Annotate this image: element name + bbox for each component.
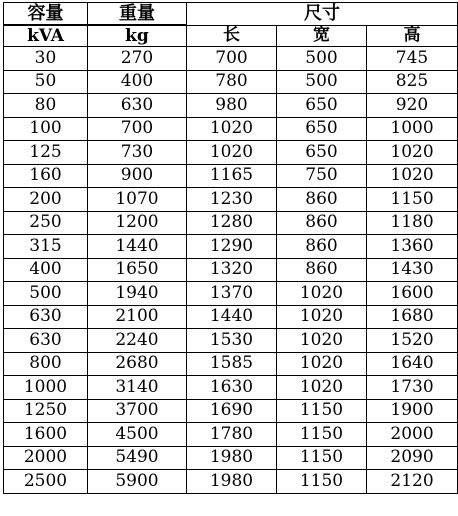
header-length: 长 bbox=[187, 25, 277, 47]
cell-length: 980 bbox=[187, 94, 277, 118]
cell-weight: 1200 bbox=[88, 211, 187, 235]
cell-weight: 730 bbox=[88, 141, 187, 165]
cell-height: 1600 bbox=[367, 282, 458, 306]
cell-length: 1320 bbox=[187, 258, 277, 282]
cell-height: 745 bbox=[367, 47, 458, 71]
cell-width: 1020 bbox=[277, 329, 367, 353]
header-weight-unit: kg bbox=[88, 25, 187, 47]
table-row bbox=[4, 352, 458, 376]
cell-capacity: 200 bbox=[4, 188, 88, 212]
table-row bbox=[4, 258, 458, 282]
cell-capacity: 80 bbox=[4, 94, 88, 118]
cell-weight: 2240 bbox=[88, 329, 187, 353]
cell-capacity: 1600 bbox=[4, 423, 88, 447]
table-row bbox=[4, 235, 458, 259]
cell-capacity: 500 bbox=[4, 282, 88, 306]
cell-length: 1165 bbox=[187, 164, 277, 188]
cell-capacity: 2000 bbox=[4, 446, 88, 470]
cell-length: 700 bbox=[187, 47, 277, 71]
cell-height: 2000 bbox=[367, 423, 458, 447]
cell-height: 1900 bbox=[367, 399, 458, 423]
table-row bbox=[4, 94, 458, 118]
table-row bbox=[4, 329, 458, 353]
cell-width: 1020 bbox=[277, 376, 367, 400]
header-capacity-unit: kVA bbox=[4, 25, 88, 47]
cell-length: 1370 bbox=[187, 282, 277, 306]
cell-width: 860 bbox=[277, 188, 367, 212]
cell-capacity: 315 bbox=[4, 235, 88, 259]
cell-length: 1440 bbox=[187, 305, 277, 329]
cell-width: 1020 bbox=[277, 352, 367, 376]
table-row bbox=[4, 47, 458, 71]
header-weight: 重量 bbox=[88, 3, 187, 26]
header-width: 宽 bbox=[277, 25, 367, 47]
cell-weight: 1440 bbox=[88, 235, 187, 259]
cell-weight: 1650 bbox=[88, 258, 187, 282]
cell-weight: 3700 bbox=[88, 399, 187, 423]
table-row bbox=[4, 70, 458, 94]
cell-width: 860 bbox=[277, 211, 367, 235]
cell-height: 1680 bbox=[367, 305, 458, 329]
cell-weight: 270 bbox=[88, 47, 187, 71]
table-row bbox=[4, 446, 458, 470]
header-capacity: 容量 bbox=[4, 3, 88, 26]
cell-length: 1530 bbox=[187, 329, 277, 353]
cell-weight: 900 bbox=[88, 164, 187, 188]
header-dimensions: 尺寸 bbox=[187, 3, 458, 26]
cell-height: 2090 bbox=[367, 446, 458, 470]
cell-capacity: 30 bbox=[4, 47, 88, 71]
cell-length: 1980 bbox=[187, 446, 277, 470]
cell-height: 1020 bbox=[367, 164, 458, 188]
table-row bbox=[4, 376, 458, 400]
cell-width: 500 bbox=[277, 47, 367, 71]
cell-width: 1150 bbox=[277, 399, 367, 423]
cell-length: 1020 bbox=[187, 141, 277, 165]
table-row bbox=[4, 399, 458, 423]
cell-length: 1690 bbox=[187, 399, 277, 423]
cell-capacity: 100 bbox=[4, 117, 88, 141]
cell-height: 1150 bbox=[367, 188, 458, 212]
cell-weight: 630 bbox=[88, 94, 187, 118]
cell-length: 1230 bbox=[187, 188, 277, 212]
table-row bbox=[4, 211, 458, 235]
cell-height: 1180 bbox=[367, 211, 458, 235]
cell-capacity: 1000 bbox=[4, 376, 88, 400]
cell-capacity: 2500 bbox=[4, 470, 88, 494]
cell-width: 650 bbox=[277, 94, 367, 118]
cell-capacity: 250 bbox=[4, 211, 88, 235]
cell-weight: 1940 bbox=[88, 282, 187, 306]
cell-weight: 2680 bbox=[88, 352, 187, 376]
cell-width: 1020 bbox=[277, 282, 367, 306]
header-height: 高 bbox=[367, 25, 458, 47]
cell-weight: 2100 bbox=[88, 305, 187, 329]
cell-length: 780 bbox=[187, 70, 277, 94]
cell-weight: 5900 bbox=[88, 470, 187, 494]
cell-height: 920 bbox=[367, 94, 458, 118]
cell-length: 1585 bbox=[187, 352, 277, 376]
cell-height: 1360 bbox=[367, 235, 458, 259]
cell-height: 825 bbox=[367, 70, 458, 94]
cell-length: 1980 bbox=[187, 470, 277, 494]
cell-weight: 3140 bbox=[88, 376, 187, 400]
cell-height: 1640 bbox=[367, 352, 458, 376]
table-row bbox=[4, 282, 458, 306]
cell-length: 1630 bbox=[187, 376, 277, 400]
cell-width: 1150 bbox=[277, 423, 367, 447]
cell-width: 860 bbox=[277, 235, 367, 259]
cell-width: 1150 bbox=[277, 446, 367, 470]
cell-length: 1780 bbox=[187, 423, 277, 447]
cell-capacity: 630 bbox=[4, 305, 88, 329]
cell-length: 1280 bbox=[187, 211, 277, 235]
cell-weight: 400 bbox=[88, 70, 187, 94]
cell-width: 1150 bbox=[277, 470, 367, 494]
cell-capacity: 50 bbox=[4, 70, 88, 94]
table-row bbox=[4, 117, 458, 141]
cell-capacity: 800 bbox=[4, 352, 88, 376]
cell-weight: 1070 bbox=[88, 188, 187, 212]
cell-weight: 5490 bbox=[88, 446, 187, 470]
cell-width: 650 bbox=[277, 117, 367, 141]
cell-length: 1290 bbox=[187, 235, 277, 259]
cell-width: 1020 bbox=[277, 305, 367, 329]
table-body bbox=[4, 47, 458, 494]
cell-height: 1000 bbox=[367, 117, 458, 141]
cell-weight: 4500 bbox=[88, 423, 187, 447]
table-row bbox=[4, 164, 458, 188]
table-row bbox=[4, 470, 458, 494]
cell-capacity: 1250 bbox=[4, 399, 88, 423]
cell-width: 750 bbox=[277, 164, 367, 188]
cell-length: 1020 bbox=[187, 117, 277, 141]
cell-capacity: 400 bbox=[4, 258, 88, 282]
cell-height: 1730 bbox=[367, 376, 458, 400]
header-row-2 bbox=[4, 25, 458, 47]
cell-capacity: 125 bbox=[4, 141, 88, 165]
cell-width: 860 bbox=[277, 258, 367, 282]
transformer-spec-table bbox=[3, 2, 458, 494]
table-row bbox=[4, 141, 458, 165]
cell-height: 2120 bbox=[367, 470, 458, 494]
cell-weight: 700 bbox=[88, 117, 187, 141]
table-row bbox=[4, 188, 458, 212]
cell-height: 1430 bbox=[367, 258, 458, 282]
cell-width: 650 bbox=[277, 141, 367, 165]
cell-height: 1520 bbox=[367, 329, 458, 353]
table-row bbox=[4, 305, 458, 329]
cell-capacity: 630 bbox=[4, 329, 88, 353]
cell-width: 500 bbox=[277, 70, 367, 94]
cell-height: 1020 bbox=[367, 141, 458, 165]
table-row bbox=[4, 423, 458, 447]
cell-capacity: 160 bbox=[4, 164, 88, 188]
header-row-1 bbox=[4, 3, 458, 26]
